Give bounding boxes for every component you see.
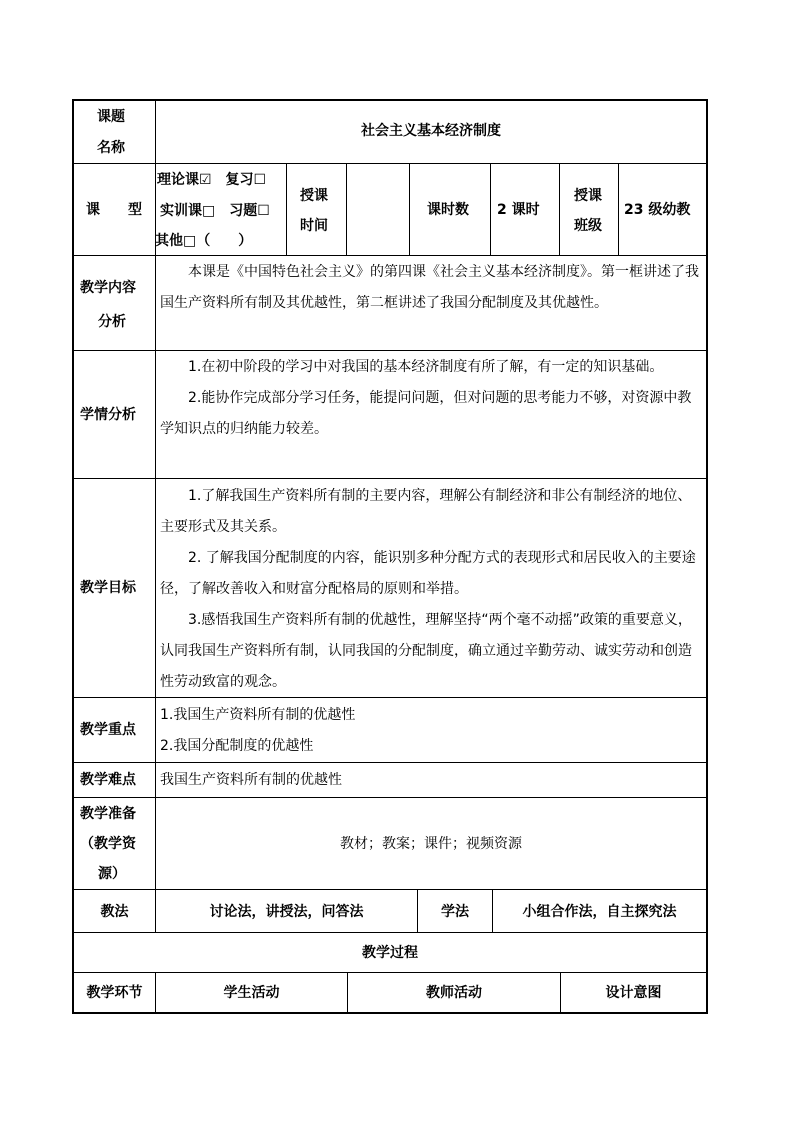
title-label-line1: 课题 <box>97 109 125 125</box>
objectives-label: 教学目标 <box>80 580 136 596</box>
row-divider <box>72 762 707 763</box>
column-divider <box>618 163 619 255</box>
class-label-line2: 班级 <box>574 218 602 234</box>
objectives-text <box>160 481 700 698</box>
learner-analysis-text <box>160 352 700 445</box>
teaching-method-value: 讨论法，讲授法，问答法 <box>209 904 364 920</box>
time-label-line1: 授课 <box>300 188 328 204</box>
content-analysis-label-line2: 分析 <box>98 314 126 330</box>
content-analysis-paragraph: 本课是《中国特色社会主义》的第四课《社会主义基本经济制度》。第一框讲述了我国生产资料所有制及其优越性，第二框讲述了我国分配制度及其优越性。 <box>160 264 699 311</box>
time-label-line2: 时间 <box>300 218 328 234</box>
teaching-method-label: 教法 <box>100 904 129 920</box>
column-divider <box>286 163 287 255</box>
difficulty-label: 教学难点 <box>80 772 136 788</box>
row-divider <box>72 163 707 164</box>
column-divider <box>409 163 410 255</box>
column-divider <box>559 163 560 255</box>
key-point-item: 2.我国分配制度的优越性 <box>160 738 314 754</box>
hours-label: 课时数 <box>427 202 469 218</box>
row-divider <box>72 932 707 933</box>
lesson-title: 社会主义基本经济制度 <box>361 123 501 139</box>
hours-value: 2 课时 <box>497 202 540 218</box>
learner-analysis-item: 2.能协作完成部分学习任务，能提问问题，但对问题的思考能力不够，对资源中教学知识点的归纳能力较差。 <box>160 390 692 437</box>
content-analysis-text <box>160 257 700 319</box>
class-label-line1: 授课 <box>574 188 602 204</box>
preparation-text: 教材；教案；课件；视频资源 <box>340 836 522 852</box>
preparation-label-line3: 源） <box>98 866 126 882</box>
row-divider <box>72 478 707 479</box>
column-divider <box>346 163 347 255</box>
learner-analysis-item: 1.在初中阶段的学习中对我国的基本经济制度有所了解，有一定的知识基础。 <box>188 359 664 375</box>
learning-method-value: 小组合作法，自主探究法 <box>522 904 677 920</box>
column-divider <box>490 163 491 255</box>
preparation-label-line1: 教学准备 <box>80 806 136 822</box>
table-left-border <box>72 99 74 1014</box>
type-options-line2: 实训课□ 习题☐ <box>160 203 270 219</box>
row-divider <box>72 350 707 351</box>
process-column-header: 设计意图 <box>605 985 662 1001</box>
objective-item: 1.了解我国生产资料所有制的主要内容，理解公有制经济和非公有制经济的地位、主要形式及其关系。 <box>160 488 692 535</box>
type-options-line3: 其他□（ ） <box>155 233 253 249</box>
table-right-border <box>706 99 708 1014</box>
objective-item: 2. 了解我国分配制度的内容，能识别多种分配方式的表现形式和居民收入的主要途径，了解改善收入和财富分配格局的原则和举措。 <box>160 550 696 597</box>
class-value: 23 级幼教 <box>624 202 691 218</box>
title-label-line2: 名称 <box>97 140 125 156</box>
preparation-label-line2: （教学资 <box>80 836 136 852</box>
key-point-item: 1.我国生产资料所有制的优越性 <box>160 707 356 723</box>
learner-analysis-label: 学情分析 <box>80 407 136 423</box>
process-heading: 教学过程 <box>362 945 418 961</box>
row-divider <box>72 889 707 890</box>
difficulty-text: 我国生产资料所有制的优越性 <box>160 772 342 788</box>
process-column-header: 教学环节 <box>86 985 143 1001</box>
objective-item: 3.感悟我国生产资料所有制的优越性，理解坚持“两个毫不动摇”政策的重要意义，认同我国生产资料所有制，认同我国的分配制度，确立通过辛勤劳动、诚实劳动和创造性劳动致富的观念。 <box>160 612 692 690</box>
learning-method-label: 学法 <box>441 904 469 920</box>
table-top-border <box>72 99 707 101</box>
content-analysis-label-line1: 教学内容 <box>80 280 136 296</box>
table-bottom-border <box>72 1012 707 1014</box>
key-points-label: 教学重点 <box>80 722 136 738</box>
row-divider <box>72 797 707 798</box>
process-column-header: 教师活动 <box>426 985 482 1001</box>
label-column-divider <box>155 99 156 933</box>
type-label: 课 型 <box>86 202 142 218</box>
row-divider <box>72 255 707 256</box>
process-column-header: 学生活动 <box>223 985 280 1001</box>
type-options-line1: 理论课☑ 复习☐ <box>157 172 267 188</box>
row-divider <box>72 972 707 973</box>
